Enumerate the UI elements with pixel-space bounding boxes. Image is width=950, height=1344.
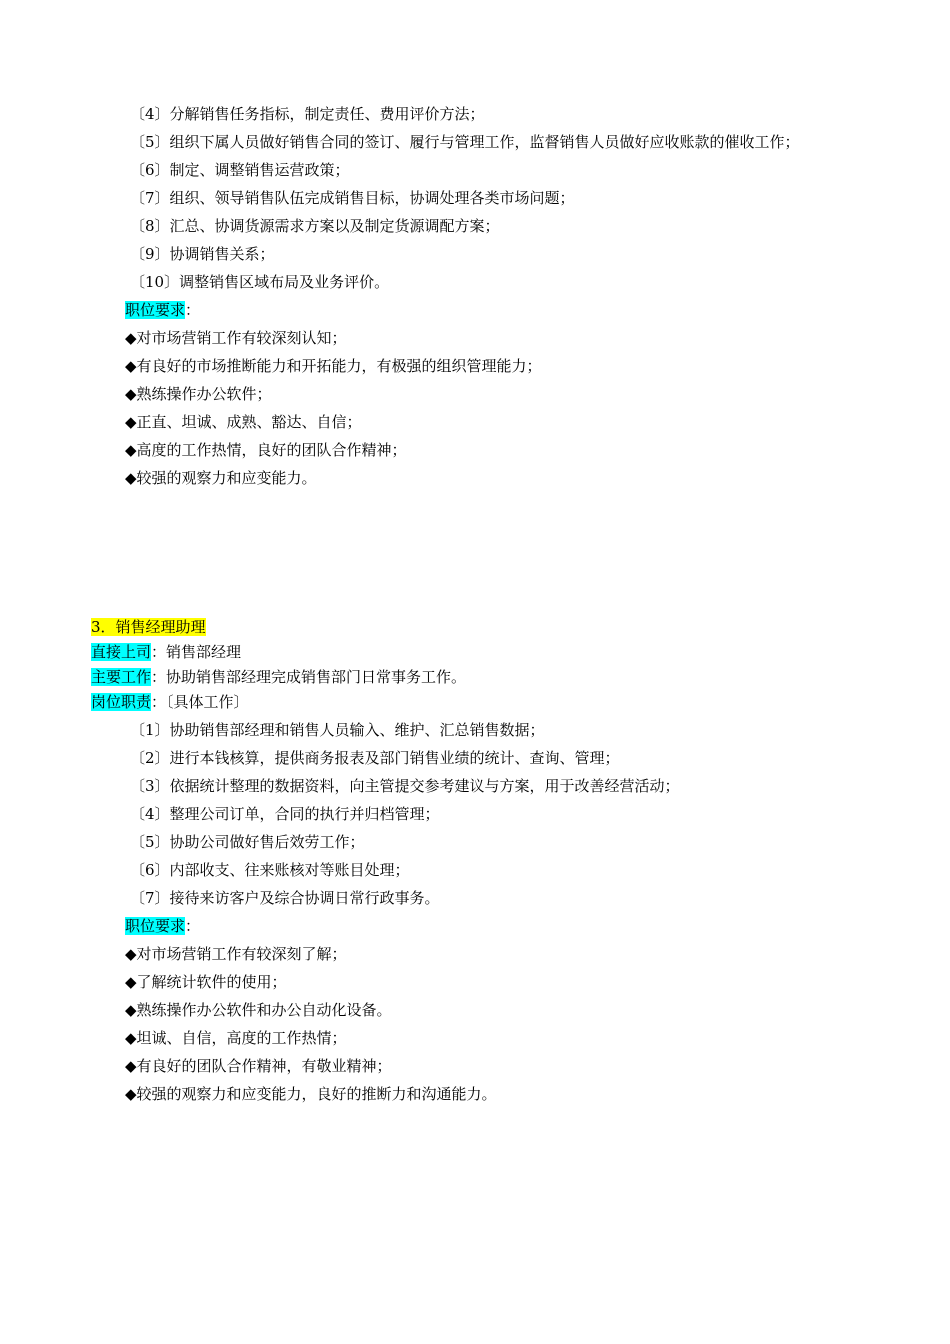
supervisor-row xyxy=(91,642,241,662)
duty-item: 〔3〕依据统计整理的数据资料，向主管提交参考建议与方案，用于改善经营活动； xyxy=(130,777,680,795)
duty-item: 〔6〕制定、调整销售运营政策； xyxy=(130,161,350,179)
requirement-item: ◆正直、坦诚、成熟、豁达、自信； xyxy=(125,413,362,431)
duty-item: 〔4〕分解销售任务指标，制定责任、费用评价方法； xyxy=(130,105,485,123)
main-work-row xyxy=(91,667,466,687)
section-title xyxy=(91,617,206,637)
section-title-text: 3．销售经理助理 xyxy=(91,618,206,636)
supervisor-label: 直接上司 xyxy=(91,643,152,661)
main-work-label: 主要工作 xyxy=(91,668,152,686)
duty-item: 〔9〕协调销售关系； xyxy=(130,245,275,263)
requirement-item: ◆对市场营销工作有较深刻了解； xyxy=(125,945,347,963)
requirement-item: ◆有良好的市场推断能力和开拓能力，有极强的组织管理能力； xyxy=(125,357,542,375)
requirements-colon: ： xyxy=(185,917,201,935)
duty-item: 〔8〕汇总、协调货源需求方案以及制定货源调配方案； xyxy=(130,217,500,235)
requirement-item: ◆了解统计软件的使用； xyxy=(125,973,287,991)
duty-item: 〔5〕组织下属人员做好销售合同的签订、履行与管理工作，监督销售人员做好应收账款的催收工作； xyxy=(130,133,800,151)
duty-item: 〔10〕调整销售区域布局及业务评价。 xyxy=(130,273,390,291)
requirements-label: 职位要求 xyxy=(125,301,186,319)
requirement-item: ◆坦诚、自信，高度的工作热情； xyxy=(125,1029,347,1047)
duty-item: 〔5〕协助公司做好售后效劳工作； xyxy=(130,833,365,851)
requirement-item: ◆对市场营销工作有较深刻认知； xyxy=(125,329,347,347)
duty-item: 〔1〕协助销售部经理和销售人员输入、维护、汇总销售数据； xyxy=(130,721,545,739)
requirements-heading xyxy=(125,300,200,320)
requirement-item: ◆高度的工作热情，良好的团队合作精神； xyxy=(125,441,407,459)
requirement-item: ◆较强的观察力和应变能力。 xyxy=(125,469,317,487)
requirements-heading xyxy=(125,916,200,936)
requirement-item: ◆熟练操作办公软件； xyxy=(125,385,272,403)
main-work-value: ：协助销售部经理完成销售部门日常事务工作。 xyxy=(151,668,467,686)
duty-item: 〔7〕组织、领导销售队伍完成销售目标，协调处理各类市场问题； xyxy=(130,189,575,207)
duty-row xyxy=(91,692,249,712)
requirements-label: 职位要求 xyxy=(125,917,186,935)
duty-item: 〔4〕整理公司订单，合同的执行并归档管理； xyxy=(130,805,440,823)
duty-label: 岗位职责 xyxy=(91,693,152,711)
requirements-colon: ： xyxy=(185,301,201,319)
duty-item: 〔7〕接待来访客户及综合协调日常行政事务。 xyxy=(130,889,440,907)
duty-item: 〔2〕进行本钱核算，提供商务报表及部门销售业绩的统计、查询、管理； xyxy=(130,749,620,767)
supervisor-value: ：销售部经理 xyxy=(151,643,242,661)
requirement-item: ◆有良好的团队合作精神，有敬业精神； xyxy=(125,1057,392,1075)
duty-item: 〔6〕内部收支、往来账核对等账目处理； xyxy=(130,861,410,879)
requirement-item: ◆较强的观察力和应变能力，良好的推断力和沟通能力。 xyxy=(125,1085,497,1103)
requirement-item: ◆熟练操作办公软件和办公自动化设备。 xyxy=(125,1001,392,1019)
duty-value: ：〔具体工作〕 xyxy=(151,693,249,711)
